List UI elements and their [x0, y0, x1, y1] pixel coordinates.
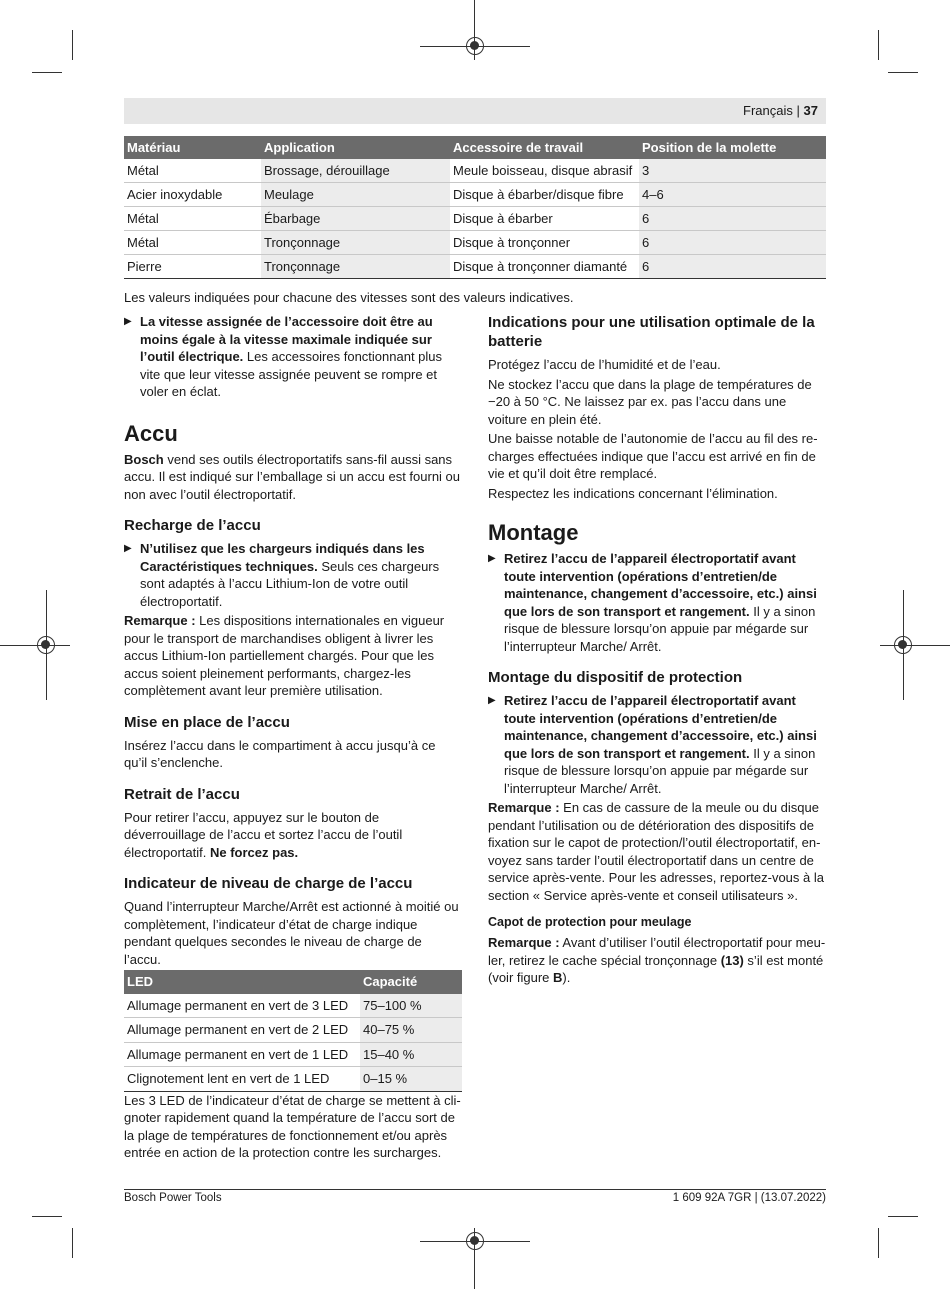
table-cell: Disque à tronçonner [450, 231, 639, 255]
crop-mark [888, 1216, 918, 1217]
table-row [124, 1067, 462, 1092]
table-cell: 75–100 % [360, 994, 462, 1018]
table-row [124, 255, 826, 279]
bullet-bold: Retirez l’accu de l’appareil électroportatif avant toute intervention (opérations d’entretien/de maintenance, changement d’accessoire, etc.) ainsi que lors de son transport et rangement. [504, 693, 817, 761]
crop-mark [880, 645, 950, 646]
table-cell: Allumage permanent en vert de 3 LED [124, 994, 360, 1018]
table-cell: Meule boisseau, disque abrasif [450, 159, 639, 183]
table-cell: 40–75 % [360, 1018, 462, 1043]
table-cell: Disque à ébarber [450, 207, 639, 231]
materials-table [124, 136, 826, 279]
table-header-row [124, 136, 826, 159]
table-cell: Tronçonnage [261, 255, 450, 279]
bullet-bold: La vitesse assignée de l’accessoire doit être au moins égale à la vitesse maximale indiquée sur l’outil électrique. [140, 314, 433, 364]
remove-paragraph [124, 809, 462, 862]
section-title-capot: Capot de protection pour meulage [488, 915, 692, 929]
bullet-text: Seuls ces chargeurs sont adaptés à l’accu Lithium-Ion de votre outil électroportatif. [140, 558, 440, 609]
bullet-text: Il y a sinon risque de blessure lorsqu’on appuie par mégarde sur l’interrupteur Marche/ Arrêt. [504, 603, 816, 654]
table-cell: Ébarbage [261, 207, 450, 231]
table-cell: Allumage permanent en vert de 1 LED [124, 1042, 360, 1067]
bullet-bold: Retirez l’accu de l’appareil électroportatif avant toute intervention (opérations d’entretien/de maintenance, changement d’accessoire, etc.) ainsi que lors de son transport et rangement. [504, 551, 817, 619]
table-row [124, 159, 826, 183]
header-language: Français [743, 103, 793, 118]
table-cell: 0–15 % [360, 1067, 462, 1092]
table-row [124, 207, 826, 231]
table-cell: Pierre [124, 255, 261, 279]
table-cell: 6 [639, 255, 826, 279]
crop-mark [888, 72, 918, 73]
header-separator: | [796, 103, 800, 118]
battery-paragraph: Respectez les indications concernant l’élimination. [488, 485, 778, 501]
table-row [124, 183, 826, 207]
brand-bold: Bosch [124, 451, 164, 467]
remark-text: Les dispositions internationales en vigueur pour le transport de marchandises obligent à livrer les accus Lithium-Ion partiellement chargés. Pour que les accus soient pleinement performants, chargez-les complètement avant leur première utilisation. [124, 613, 445, 698]
table-cell: 6 [639, 231, 826, 255]
remark-label: Remarque : [488, 800, 560, 815]
table-cell: 3 [639, 159, 826, 183]
section-title-remove: Retrait de l’accu [124, 785, 240, 803]
table-cell: 15–40 % [360, 1042, 462, 1067]
page-number: 37 [803, 103, 818, 118]
table-cell: Métal [124, 159, 261, 183]
table-cell: Clignotement lent en vert de 1 LED [124, 1067, 360, 1092]
bullet-montage [488, 550, 826, 655]
column-header: Position de la molette [639, 136, 826, 159]
registration-mark-icon [894, 636, 912, 654]
part-reference: (13) [720, 952, 744, 968]
remove-text: Pour retirer l’accu, appuyez sur le bouton de déverrouillage de l’accu et sortez l’accu de l’outil électroportatif. [124, 809, 403, 860]
left-column [124, 313, 462, 1164]
column-header: Matériau [124, 136, 261, 159]
registration-mark-icon [466, 1232, 484, 1250]
insert-text: Insérez l’accu dans le compartiment à accu jusqu’à ce qu’il s’enclenche. [124, 737, 436, 770]
crop-mark [878, 30, 879, 60]
table-cell: Disque à ébarber/disque fibre [450, 183, 639, 207]
bullet-bold: N’utilisez que les chargeurs indiqués dans les Caractéristiques techniques. [140, 541, 425, 574]
accu-paragraph [124, 451, 462, 504]
section-title-battery: Indications pour une utilisation optimale de la batterie [488, 314, 815, 350]
remark-text: En cas de cassure de la meule ou du disque pendant l’utilisation ou de détérioration des dispositifs de fixation sur le capot de protection/l’outil électroportatif, envoyez sans tarder l’outil électroportatif dans un centre de service après-vente. Pour les adresses, reportez-vous à la section « Service après-vente et conseil utilisateurs ». [488, 800, 824, 903]
table-cell: Brossage, dérouillage [261, 159, 450, 183]
section-title-recharge: Recharge de l’accu [124, 517, 261, 534]
table-cell: Métal [124, 231, 261, 255]
registration-mark-icon [466, 37, 484, 55]
column-header: LED [124, 970, 360, 994]
section-title-indicator: Indicateur de niveau de charge de l’accu [124, 875, 413, 892]
bullet-speed [124, 313, 462, 401]
table-cell: 6 [639, 207, 826, 231]
table-cell: 4–6 [639, 183, 826, 207]
crop-mark [0, 645, 70, 646]
right-column [488, 313, 826, 989]
protection-remark [488, 799, 826, 904]
table-row [124, 994, 462, 1018]
battery-paragraph: Une baisse notable de l’autonomie de l’accu au fil des recharges effectuées indique que l’accu est arrivé en fin de vie et qu’il doit être remplacé. [488, 431, 818, 481]
indicator-text: Quand l’interrupteur Marche/Arrêt est actionné à moitié ou complètement, l’indicateur d’état de charge indique pendant quelques secondes le niveau de charge de l’accu. [124, 899, 459, 967]
section-title-accu: Accu [124, 420, 178, 446]
section-title-protection: Montage du dispositif de protection [488, 669, 743, 686]
remark-label: Remarque : [488, 935, 560, 950]
table-cell: Métal [124, 207, 261, 231]
bullet-text: Les accessoires fonctionnant plus vite que leur vitesse assignée peuvent se rompre et voler en éclat. [140, 349, 443, 399]
crop-mark [72, 1228, 73, 1258]
crop-mark [72, 30, 73, 60]
charge-remark [124, 612, 462, 700]
column-header: Accessoire de travail [450, 136, 639, 159]
section-title-insert: Mise en place de l’accu [124, 713, 290, 731]
bullet-text: Il y a sinon risque de blessure lorsqu’on appuie par mégarde sur l’interrupteur Marche/ Arrêt. [504, 745, 816, 796]
led-note: Les 3 LED de l’indicateur d’état de charge se mettent à clignoter rapidement quand la température de l’accu sort de la plage de températures de fonctionnement et/ou après entrée en action de la protection contre les surcharges. [124, 1092, 461, 1160]
table-cell: Meulage [261, 183, 450, 207]
figure-reference: B [553, 970, 563, 985]
column-header: Capacité [360, 970, 462, 994]
page-header [124, 98, 826, 124]
table-row [124, 1042, 462, 1067]
accu-text: vend ses outils électroportatifs sans-fil aussi sans accu. Il est indiqué sur l’emballage si un accu est fourni ou non avec l’outil électroportatif. [124, 451, 461, 502]
footer-divider [124, 1189, 826, 1190]
crop-mark [32, 1216, 62, 1217]
table-cell: Disque à tronçonner diamanté [450, 255, 639, 279]
battery-paragraph: Ne stockez l’accu que dans la plage de températures de −20 à 50 °C. Ne laissez par ex. pas l’accu dans une voiture en plein été. [488, 376, 812, 427]
table-cell: Tronçonnage [261, 231, 450, 255]
battery-paragraph: Protégez l’accu de l’humidité et de l’eau. [488, 357, 721, 372]
led-table [124, 970, 462, 1092]
remove-bold: Ne forcez pas. [210, 844, 299, 860]
remark-label: Remarque : [124, 613, 196, 628]
bullet-charge [124, 540, 462, 610]
remark-text: s’il est monté (voir figure [488, 952, 824, 985]
speed-note: Les valeurs indiquées pour chacune des vitesses sont des valeurs indicatives. [124, 290, 574, 305]
table-cell: Allumage permanent en vert de 2 LED [124, 1018, 360, 1043]
footer-left: Bosch Power Tools [124, 1192, 222, 1204]
table-header-row [124, 970, 462, 994]
table-row [124, 231, 826, 255]
table-row [124, 1018, 462, 1043]
column-header: Application [261, 136, 450, 159]
table-cell: Acier inoxydable [124, 183, 261, 207]
remark-text: ). [562, 970, 571, 985]
bullet-protection [488, 692, 826, 797]
crop-mark [32, 72, 62, 73]
header-text [743, 103, 818, 118]
remark-text: Avant d’utiliser l’outil électroportatif pour meuler, retirez le cache spécial tronçonnage [488, 935, 826, 968]
capot-remark [488, 934, 826, 987]
registration-mark-icon [37, 636, 55, 654]
crop-mark [878, 1228, 879, 1258]
footer-right: 1 609 92A 7GR | (13.07.2022) [672, 1192, 826, 1204]
section-title-montage: Montage [488, 520, 579, 545]
